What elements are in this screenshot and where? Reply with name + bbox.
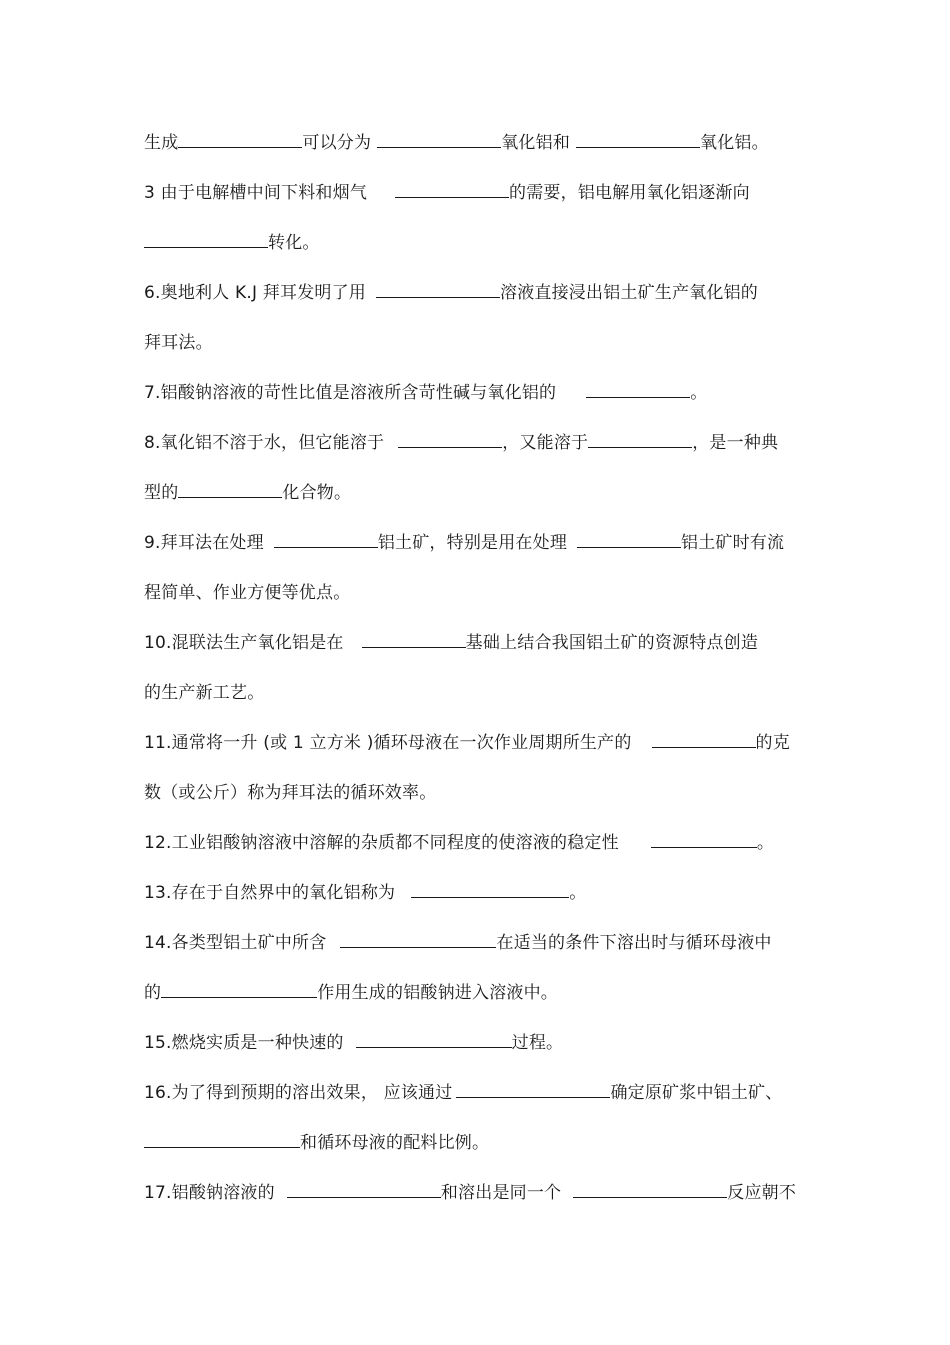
question-text: 溶液直接浸出铝土矿生产氧化铝的: [500, 283, 758, 303]
question-12: [144, 832, 774, 854]
fill-blank: [274, 533, 378, 548]
fill-blank: [356, 1033, 512, 1048]
question-text: 氧化铝。: [700, 133, 769, 153]
fill-blank: [586, 383, 690, 398]
question-text: 和溶出是同一个: [440, 1183, 562, 1203]
question-8-line-2: [144, 482, 351, 504]
question-text: 16.为了得到预期的溶出效果， 应该通过: [144, 1083, 453, 1103]
fill-blank: [577, 533, 681, 548]
fill-blank: [573, 1183, 727, 1198]
question-text: 过程。: [511, 1033, 564, 1053]
question-text: 的: [144, 983, 162, 1003]
question-13: [144, 882, 586, 904]
fill-blank: [144, 1133, 300, 1148]
question-text: 反应朝不: [727, 1183, 797, 1203]
question-text: 6.奥地利人 K.J 拜耳发明了用: [144, 283, 366, 303]
question-text: 型的: [144, 483, 179, 503]
question-text: 和循环母液的配料比例。: [300, 1133, 490, 1153]
fill-blank: [456, 1083, 610, 1098]
question-text: 可以分为: [302, 133, 372, 153]
question-text: 。: [690, 383, 708, 403]
question-6-line-2: [144, 332, 213, 354]
question-text: 3 由于电解槽中间下料和烟气: [144, 183, 368, 203]
question-text: 15.燃烧实质是一种快速的: [144, 1033, 344, 1053]
question-16: [144, 1082, 782, 1104]
question-text: 11.通常将一升 (或 1 立方米 )循环母液在一次作业周期所生产的: [144, 733, 632, 753]
question-text: 化合物。: [282, 483, 352, 503]
question-continuation: [144, 132, 769, 154]
fill-blank: [178, 483, 282, 498]
fill-blank: [287, 1183, 441, 1198]
question-10-line-2: [144, 682, 264, 704]
fill-blank: [178, 133, 302, 148]
fill-blank: [377, 133, 501, 148]
question-3-line-2: [144, 232, 320, 254]
fill-blank: [340, 933, 496, 948]
question-text: ，又能溶于: [502, 433, 589, 453]
question-text: 8.氧化铝不溶于水，但它能溶于: [144, 433, 385, 453]
question-text: 作用生成的铝酸钠进入溶液中。: [317, 983, 559, 1003]
question-15: [144, 1032, 563, 1054]
question-text: 拜耳法。: [144, 333, 213, 353]
question-11: [144, 732, 790, 754]
question-3: [144, 182, 750, 204]
question-text: 确定原矿浆中铝土矿、: [610, 1083, 783, 1103]
question-text: 10.混联法生产氧化铝是在: [144, 633, 344, 653]
fill-blank: [576, 133, 700, 148]
fill-blank: [588, 433, 692, 448]
fill-blank: [398, 433, 502, 448]
question-9-line-2: [144, 582, 350, 604]
fill-blank: [161, 983, 317, 998]
question-text: 数（或公斤）称为拜耳法的循环效率。: [144, 783, 437, 803]
question-14-line-2: [144, 982, 558, 1004]
question-text: 生成: [144, 133, 179, 153]
question-17: [144, 1182, 796, 1204]
question-text: 铝土矿，特别是用在处理: [377, 533, 568, 553]
question-text: 基础上结合我国铝土矿的资源特点创造: [465, 633, 759, 653]
question-text: 的生产新工艺。: [144, 683, 265, 703]
question-text: 氧化铝和: [501, 133, 571, 153]
fill-blank: [395, 183, 509, 198]
question-7: [144, 382, 707, 404]
question-text: 。: [756, 833, 775, 853]
question-text: 程简单、作业方便等优点。: [144, 583, 351, 603]
question-14: [144, 932, 772, 954]
fill-blank: [652, 733, 756, 748]
question-9: [144, 532, 784, 554]
fill-blank: [144, 233, 268, 248]
question-text: 转化。: [268, 233, 320, 253]
fill-blank: [362, 633, 466, 648]
question-text: 13.存在于自然界中的氧化铝称为: [144, 883, 396, 903]
question-text: 的克: [755, 733, 790, 753]
question-text: 14.各类型铝土矿中所含: [144, 933, 327, 953]
fill-blank: [376, 283, 500, 298]
question-text: ，是一种典: [692, 433, 779, 453]
question-text: 12.工业铝酸钠溶液中溶解的杂质都不同程度的使溶液的稳定性: [144, 833, 619, 853]
question-text: 铝土矿时有流: [681, 533, 785, 553]
fill-blank: [651, 833, 757, 848]
question-6: [144, 282, 758, 304]
question-text: 7.铝酸钠溶液的苛性比值是溶液所含苛性碱与氧化铝的: [144, 383, 557, 403]
question-text: 的需要，铝电解用氧化铝逐渐向: [509, 183, 750, 203]
question-text: 17.铝酸钠溶液的: [144, 1183, 275, 1203]
question-text: 在适当的条件下溶出时与循环母液中: [496, 933, 772, 953]
question-text: 。: [569, 883, 587, 903]
question-text: 9.拜耳法在处理: [144, 533, 264, 553]
question-11-line-2: [144, 782, 436, 804]
question-8: [144, 432, 778, 454]
question-10: [144, 632, 758, 654]
fill-blank: [411, 883, 569, 898]
question-16-line-2: [144, 1132, 489, 1154]
